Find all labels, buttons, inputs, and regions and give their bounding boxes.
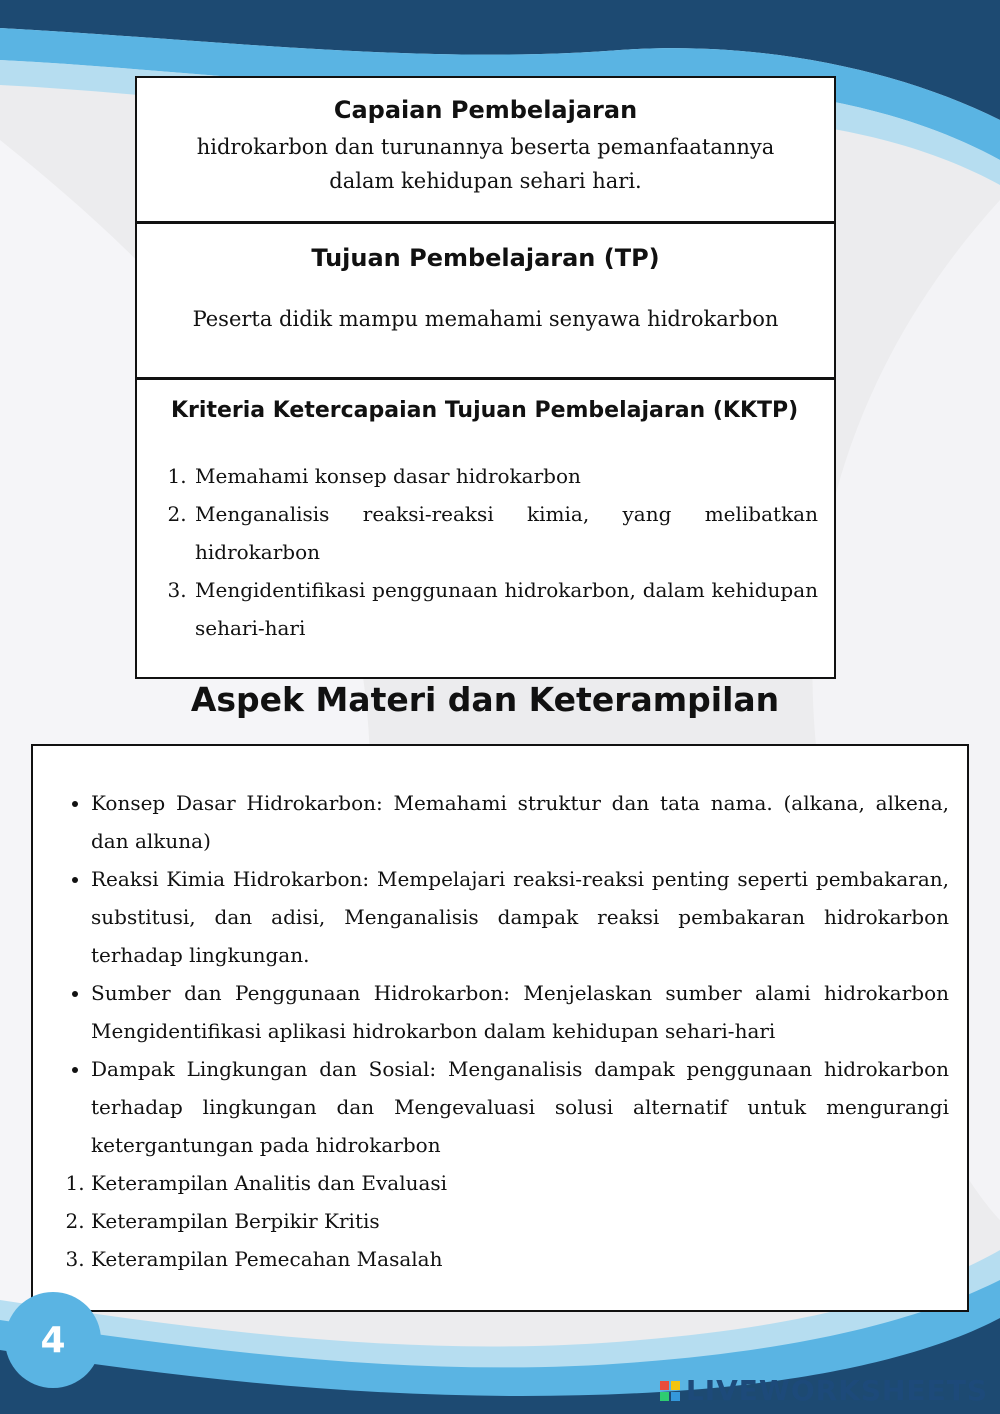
page-number: 4 <box>40 1319 66 1361</box>
list-item: • Reaksi Kimia Hidrokarbon: Mempelajari reaksi-reaksi penting seperti pembakaran, substitusi, dan adisi, Menganalisis dampak reaksi pembakaran hidrokarbon terhadap lingkungan. <box>91 860 949 974</box>
watermark-text: LIVEWORKSHEETS <box>685 1374 988 1407</box>
list-item: • Sumber dan Penggunaan Hidrokarbon: Menjelaskan sumber alami hidrokarbon Mengidentifikasi aplikasi hidrokarbon dalam kehidupan sehari-hari <box>91 974 949 1050</box>
kktp-section <box>137 380 834 677</box>
list-item: 3. Keterampilan Pemecahan Masalah <box>91 1240 949 1278</box>
list-item: • Konsep Dasar Hidrokarbon: Memahami struktur dan tata nama. (alkana, alkena, dan alkuna) <box>91 784 949 860</box>
list-item: 3. Mengidentifikasi penggunaan hidrokarbon, dalam kehidupan sehari-hari <box>193 571 818 647</box>
skills-list <box>33 1164 949 1278</box>
tujuan-title: Tujuan Pembelajaran (TP) <box>311 244 660 272</box>
liveworksheets-watermark <box>660 1374 988 1407</box>
aspek-bullet-list <box>33 784 949 1164</box>
aspek-title: Aspek Materi dan Keterampilan <box>190 680 780 719</box>
objectives-box <box>135 76 836 679</box>
liveworksheets-logo-icon <box>660 1381 680 1401</box>
list-item: 2. Menganalisis reaksi-reaksi kimia, yang melibatkan hidrokarbon <box>193 495 818 571</box>
list-item: 1. Memahami konsep dasar hidrokarbon <box>193 457 818 495</box>
capaian-section <box>137 78 834 224</box>
tujuan-section <box>137 224 834 380</box>
aspek-box <box>31 744 969 1312</box>
list-item: 2. Keterampilan Berpikir Kritis <box>91 1202 949 1240</box>
list-item: 1. Keterampilan Analitis dan Evaluasi <box>91 1164 949 1202</box>
kktp-list <box>137 457 818 647</box>
page-number-badge <box>5 1292 101 1388</box>
capaian-title: Capaian Pembelajaran <box>333 96 638 124</box>
list-item: • Dampak Lingkungan dan Sosial: Menganalisis dampak penggunaan hidrokarbon terhadap lingkungan dan Mengevaluasi solusi alternatif untuk mengurangi ketergantungan pada hidrokarbon <box>91 1050 949 1164</box>
capaian-text: hidrokarbon dan turunannya beserta pemanfaatannya dalam kehidupan sehari hari. <box>196 135 775 193</box>
kktp-title: Kriteria Ketercapaian Tujuan Pembelajaran (KKTP) <box>171 398 799 423</box>
tujuan-text: Peserta didik mampu memahami senyawa hidrokarbon <box>192 307 779 331</box>
